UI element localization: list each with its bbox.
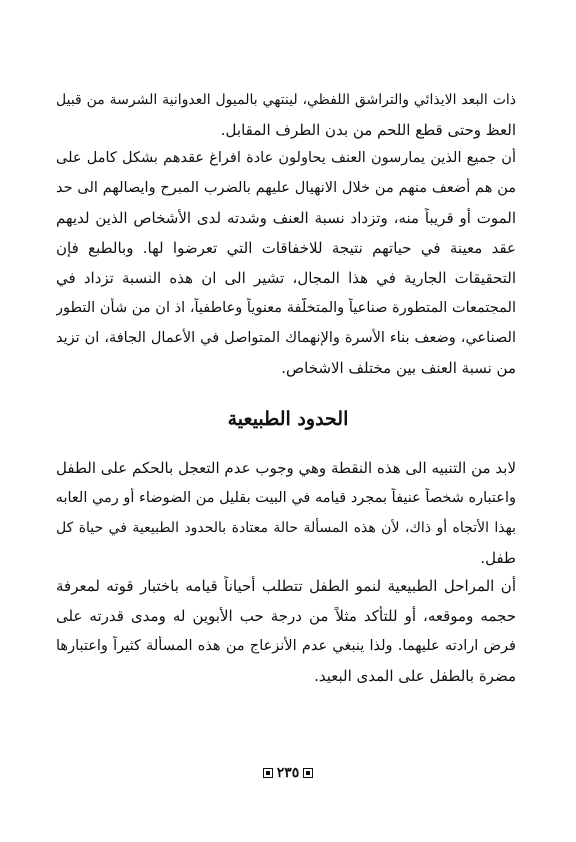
text-line: الصناعي، وضعف بناء الأسرة والإنهماك المتواصل في الأعمال الجافة، ان تزيد	[56, 330, 516, 346]
text-line: لابد من التنبيه الى هذه النقطة وهي وجوب عدم التعجل بالحكم على الطفل	[56, 459, 516, 477]
text-line: أن المراحل الطبيعية لنمو الطفل تتطلب أحياناً قيامه باختبار قوته لمعرفة	[56, 577, 516, 595]
square-ornament-icon	[263, 768, 273, 778]
text-line: من نسبة العنف بين مختلف الاشخاص.	[281, 359, 516, 377]
square-ornament-icon	[303, 768, 313, 778]
text-line: فرض ارادته عليهما. ولذا ينبغي عدم الأنزعاج من هذه المسألة كثيراً واعتبارها	[56, 638, 516, 654]
text-line: عقد معينة في حياتهم نتيجة للاخفاقات التي تعرضوا لها. وبالطبع فإن	[56, 239, 516, 257]
page-number	[0, 764, 576, 782]
text-line: بهذا الأتجاه أو ذاك، لأن هذه المسألة حالة معتادة بالحدود الطبيعية في حياة كل	[56, 520, 516, 536]
text-line: التحقيقات الجارية في هذا المجال، تشير الى ان هذه النسبة تزداد في	[56, 269, 516, 287]
section-heading: الحدود الطبيعية	[227, 408, 349, 430]
text-line: ذات البعد الايذائي والتراشق اللفظي، لينتهي بالميول العدوانية الشرسة من قبيل	[56, 92, 516, 108]
text-line: مضرة بالطفل على المدى البعيد.	[314, 667, 516, 685]
text-line: حجمه وموقعه، أو للتأكد مثلاً من درجة حب الأبوين له ومدى قدرته على	[56, 607, 516, 625]
text-line: الموت أو قريباً منه، وتزداد نسبة العنف وشدته لدى الأشخاص الذين لديهم	[56, 209, 516, 227]
text-line: العظ وحتى قطع اللحم من بدن الطرف المقابل.	[220, 121, 516, 139]
text-line: طفل.	[480, 549, 516, 567]
text-line: من هم أضعف منهم من خلال الانهيال عليهم بالضرب المبرح وايصالهم الى حد	[56, 180, 516, 196]
text-line: أن جميع الذين يمارسون العنف يحاولون عادة افراغ عقدهم بشكل كامل على	[56, 150, 516, 166]
text-line: المجتمعات المتطورة صناعياً والمتخلّفة معنوياً وعاطفياً، اذ ان من شأن التطور	[56, 300, 516, 316]
page-number-text: ٢٣٥	[276, 765, 300, 781]
text-line: واعتباره شخصاً عنيفاً بمجرد قيامه في البيت بقليل من الضوضاء أو رمي العابه	[56, 490, 516, 506]
